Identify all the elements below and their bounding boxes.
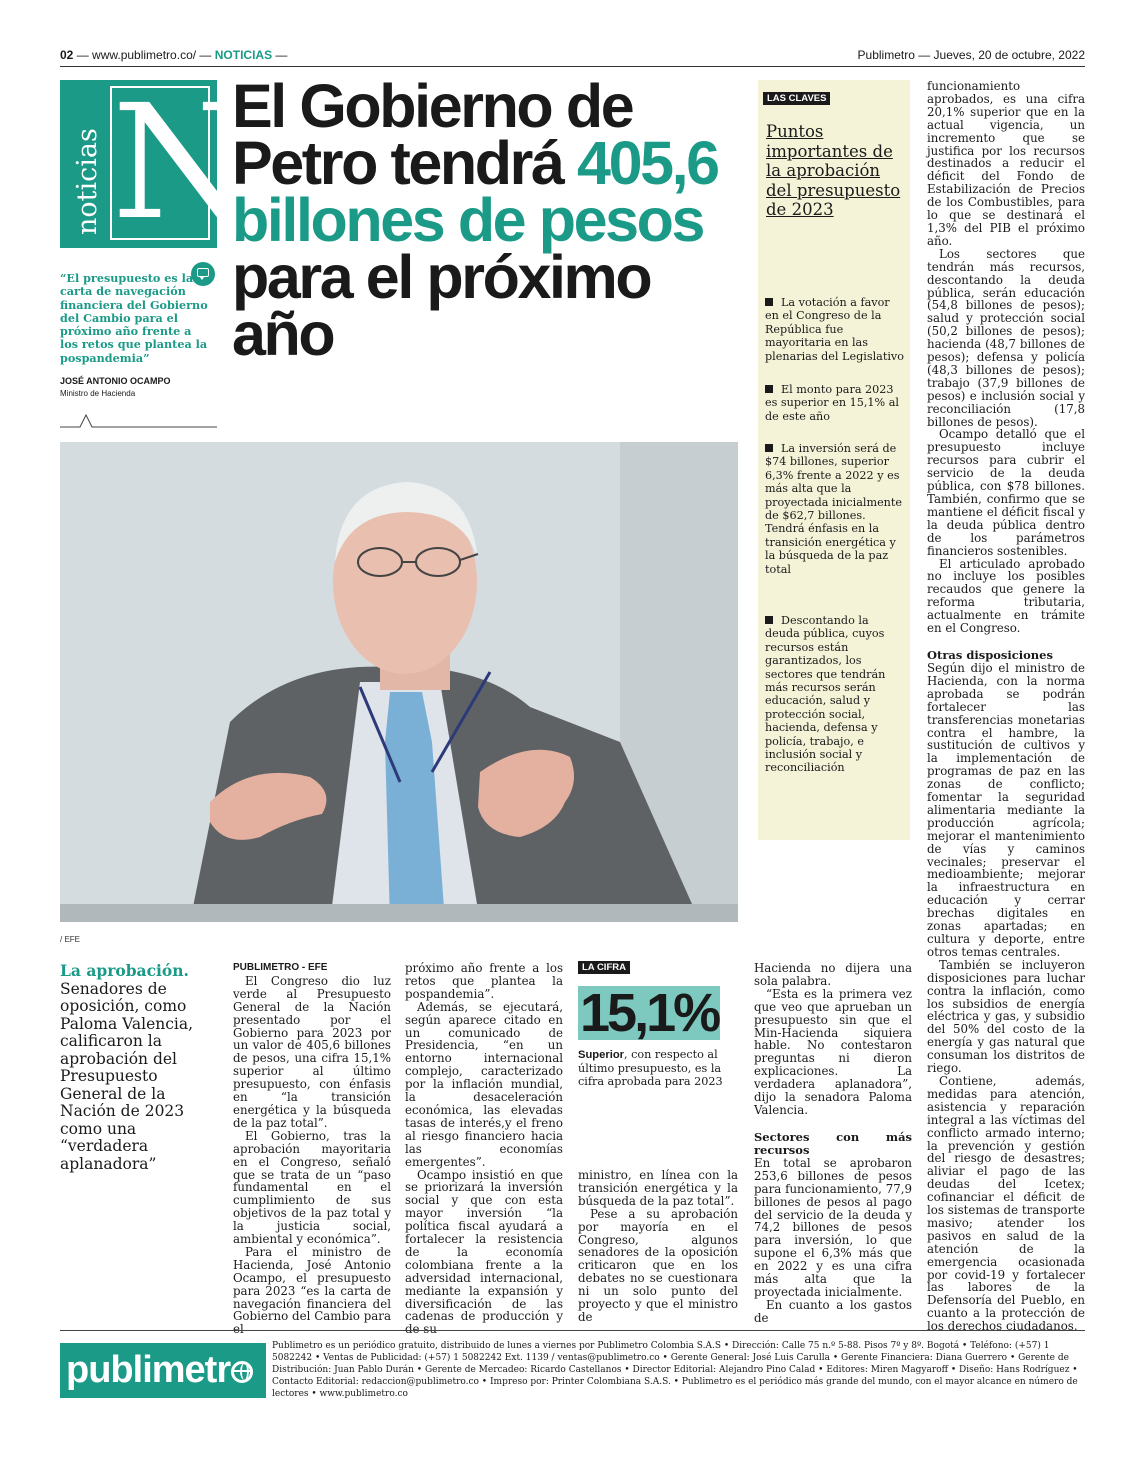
byline: PUBLIMETRO - EFE bbox=[233, 962, 328, 973]
paragraph: Además, se ejecutará, según aparece citado en un comunicado de Presidencia, “en un entorno internacional complejo, caracterizado por la inflación mundial, la desaceleración económica, las elevadas tasas de interés,y el freno al riesgo financiero hacia las economías emergentes”. bbox=[405, 999, 563, 1169]
figure-description-text: , con respecto al último presupuesto, es la cifra aprobada para 2023 bbox=[578, 1048, 723, 1088]
paragraph: En total se aprobaron 253,6 billones de pesos para funcionamiento, 77,9 billones de pesos al pago del servicio de la deuda y 74,2 billones de pesos para inversión, lo que supone el 6,3% más que en 2022 y es una cifra más alta que la proyectada inicialmente. bbox=[754, 1155, 912, 1299]
key-point-text: La votación a favor en el Congreso de la República fue mayoritaria en las plenarias del Legislativo bbox=[765, 296, 904, 363]
top-bar bbox=[60, 48, 1085, 66]
paragraph: Hacienda no dijera una sola palabra. bbox=[754, 961, 912, 988]
article-column-3 bbox=[578, 1169, 738, 1324]
site-link[interactable]: www.publimetro.co/ bbox=[92, 48, 197, 62]
quote-divider bbox=[60, 414, 217, 428]
subheading: Otras disposiciones bbox=[927, 647, 1053, 662]
figure-description bbox=[578, 1048, 738, 1088]
key-point-item bbox=[765, 614, 905, 775]
paragraph: El Congreso dio luz verde al Presupuesto General de la Nación presentado por el Gobierno para 2023 por un valor de 405,6 billones de pesos, una cifra 15,1% superior al último presupuesto, con énfasis en “la transición energética y la búsqueda de la paz total”. bbox=[233, 973, 391, 1130]
issue-date: Publimetro — Jueves, 20 de octubre, 2022 bbox=[857, 48, 1085, 62]
bullet-square-icon bbox=[765, 385, 773, 393]
article-column-5 bbox=[927, 80, 1085, 1333]
key-point-item bbox=[765, 383, 905, 423]
paragraph: Contiene, además, medidas para atención, asistencia y reparación integral a las víctimas del conflicto armado interno; la prevención y gestión del riesgo de desastres; aliviar el pago de las deudas del Icetex; cofinanciar el déficit de los sistemas de transporte masivo; atender los pasivos en salud de la atención de la emergencia ocasionada por covid-19 y fortalecer las labores de la Defensoría del Pueblo, en cuanto a la protección de los derechos ciudadanos. bbox=[927, 1073, 1085, 1334]
paragraph: Pese a su aprobación por mayoría en el Congreso, algunos senadores de la oposición criticaron que en los debates no se cuestionara ni un solo punto del proyecto y que el ministro de bbox=[578, 1206, 738, 1324]
key-point-text: El monto para 2023 es superior en 15,1% al de este año bbox=[765, 383, 899, 423]
page-number: 02 bbox=[60, 48, 74, 62]
paragraph: El Gobierno, tras la aprobación mayoritaria en el Congreso, señaló que se trata de un “paso fundamental en el cumplimiento de sus objetivos de la paz total y la justicia social, ambiental y económica”. bbox=[233, 1128, 391, 1247]
photo-credit: / EFE bbox=[60, 935, 81, 944]
minister-portrait-image bbox=[60, 442, 738, 922]
key-points-title: Puntos importantes de la aprobación del presupuesto de 2023 bbox=[766, 122, 901, 219]
paragraph: En cuanto a los gastos de bbox=[754, 1297, 912, 1325]
quote-author: JOSÉ ANTONIO OCAMPO bbox=[60, 376, 171, 386]
section-name: NOTICIAS bbox=[214, 48, 273, 62]
section-logo bbox=[60, 71, 251, 255]
pull-quote: “El presupuesto es la carta de navegación financiera del Gobierno del Cambio para el próximo año frente a los retos que plantea la pospandemia” bbox=[60, 271, 208, 365]
bullet-square-icon bbox=[765, 298, 773, 306]
key-point-item bbox=[765, 296, 905, 363]
paragraph: También se incluyeron disposiciones para luchar contra la inflación, como los subsidios de energía eléctrica y gas, y subsidio del 50% del costo de la energía y gas natural que consuman los distritos de riego. bbox=[927, 957, 1085, 1076]
headline-highlight: 405,6 billones de pesos bbox=[232, 129, 718, 254]
caption-lead: La aprobación. bbox=[60, 961, 189, 980]
article-column-4 bbox=[754, 962, 912, 1325]
article-photo bbox=[60, 442, 738, 922]
paragraph: “Esta es la primera vez que veo que aprueban un presupuesto sin que el Min-Hacienda siquiera hable. No contestaron preguntas ni dieron explicaciones. La verdadera aplanadora”, dijo la senadora Paloma Valencia. bbox=[754, 986, 912, 1117]
figure-number: 15,1% bbox=[580, 983, 719, 1043]
figure-description-lead: Superior bbox=[578, 1049, 625, 1061]
footer-divider bbox=[60, 1330, 1085, 1331]
section-logo-letter: N bbox=[112, 71, 251, 255]
headline-part1: El Gobierno de Petro tendrá bbox=[232, 72, 633, 197]
figure-tag: LA CIFRA bbox=[578, 961, 630, 974]
bullet-square-icon bbox=[765, 444, 773, 452]
top-divider bbox=[60, 66, 1085, 67]
top-bar-left: 02 — www.publimetro.co/ — NOTICIAS — bbox=[60, 48, 288, 62]
article-column-1 bbox=[233, 962, 391, 1336]
headline-part2: para el próximo año bbox=[232, 243, 651, 368]
logo-wordmark: publimetr bbox=[66, 1349, 231, 1391]
key-point-text: La inversión será de $74 billones, superior 6,3% frente a 2022 y es más alta que la proyectada inicialmente de $62,7 billones. Tendrá énfasis en la transición energética y la búsqueda de la paz total bbox=[765, 442, 903, 576]
section-logo-word: noticias bbox=[72, 128, 103, 235]
key-point-text: Descontando la deuda pública, cuyos recursos están garantizados, los sectores que tendrán más recursos serán educación, salud y protección social, hacienda, defensa y policía, trabajo, e inclusión social y reconciliación bbox=[765, 614, 886, 775]
article-column-2 bbox=[405, 962, 563, 1336]
quote-author-role: Ministro de Hacienda bbox=[60, 389, 136, 398]
paragraph: El articulado aprobado no incluye los posibles recaudos que genere la reforma tributaria, actualmente en trámite en el Congreso. bbox=[927, 556, 1085, 636]
caption-text: Senadores de oposición, como Paloma Valencia, calificaron la aprobación del Presupuesto General de la Nación de 2023 como una “verdadera aplanadora” bbox=[60, 979, 194, 1173]
paragraph: ministro, en línea con la transición energética y la búsqueda de la paz total”. bbox=[578, 1168, 738, 1208]
key-points-tag: LAS CLAVES bbox=[763, 92, 830, 105]
paragraph: Ocampo insistió en que se priorizará la inversión social y que con esta mayor inversión “la política fiscal ayudará a fortalecer la resistencia de la economía colombiana frente a la adversidad internacional, mediante la expansión y diversificación de las cadenas de producción y de su bbox=[405, 1167, 563, 1337]
paragraph: Para el ministro de Hacienda, José Antonio Ocampo, el presupuesto para 2023 “es la carta de navegación financiera del Gobierno del Cambio para el bbox=[233, 1244, 391, 1337]
paragraph: Los sectores que tendrán más recursos, descontando la deuda pública, serán educación (54,8 billones de pesos); salud y protección social (50,2 billones de pesos); hacienda (48,7 billones de pesos); defensa y policía (48,3 billones de pesos); trabajo (37,9 billones de pesos) e inclusión social y reconciliación (17,8 billones de pesos). bbox=[927, 246, 1085, 429]
headline bbox=[232, 72, 732, 368]
paragraph: Según dijo el ministro de Hacienda, con la norma aprobada se podrán fortalecer las transferencias monetarias contra el hambre, la sustitución de cultivos y la implementación de programas de paz en las zonas de conflicto; fomentar la seguridad alimentaria mediante la producción agrícola; mejorar el mantenimiento de vías y caminos vecinales; preservar el medioambiente; mejorar la infraestructura en educación y cerrar brechas digitales en zonas apartadas; en cultura y deporte, entre otros temas centrales. bbox=[927, 660, 1085, 959]
publimetro-logo bbox=[60, 1343, 266, 1398]
bullet-square-icon bbox=[765, 616, 773, 624]
paragraph: Ocampo detalló que el presupuesto incluye recursos para cubrir el servicio de la deuda pública, con $78 billones. También, confirmo que se mantiene el déficit fiscal y la deuda pública dentro de los parámetros financieros sostenibles. bbox=[927, 427, 1085, 558]
paragraph: funcionamiento aprobados, es una cifra 20,1% superior que en la actual vigencia, un incremento que se justifica por los recursos destinados a reducir el déficit del Fondo de Estabilización de Precios de los Combustibles, para lo que se destinará el 1,3% del PIB el próximo año. bbox=[927, 79, 1085, 248]
globe-icon bbox=[231, 1361, 253, 1383]
footer-imprint: Publimetro es un periódico gratuito, distribuido de lunes a viernes por Publimetro Colombia S.A.S • Dirección: Calle 75 n.º 5-88. Pisos 7º y 8º. Bogotá • Teléfono: (+57) 1 5082242 • Ventas de Publicidad: (+57) 1 5082242 Ext. 1139 / ventas@publimetro.co • Gerente General: José Luis Carulla • Gerente Financiera: Diana Guerrero • Gerente de Distribución: Juan Pablo Durán • Gerente de Mercadeo: Ricardo Castellanos • Director Editorial: Alejandro Pino Calad • Editores: Miren Magyaroff • Diseño: Hans Rodríguez • Contacto Editorial: redaccion@publimetro.co • Impreso por: Printer Colombiana S.A.S. • Publimetro es el periódico más grande del mundo, con el mayor alcance en número de lectores • www.publimetro.co bbox=[272, 1341, 1078, 1399]
photo-caption bbox=[60, 962, 210, 1173]
paragraph: próximo año frente a los retos que plantea la pospandemia”. bbox=[405, 961, 563, 1001]
key-point-item bbox=[765, 442, 905, 576]
subheading: Sectores con más recursos bbox=[754, 1129, 912, 1157]
